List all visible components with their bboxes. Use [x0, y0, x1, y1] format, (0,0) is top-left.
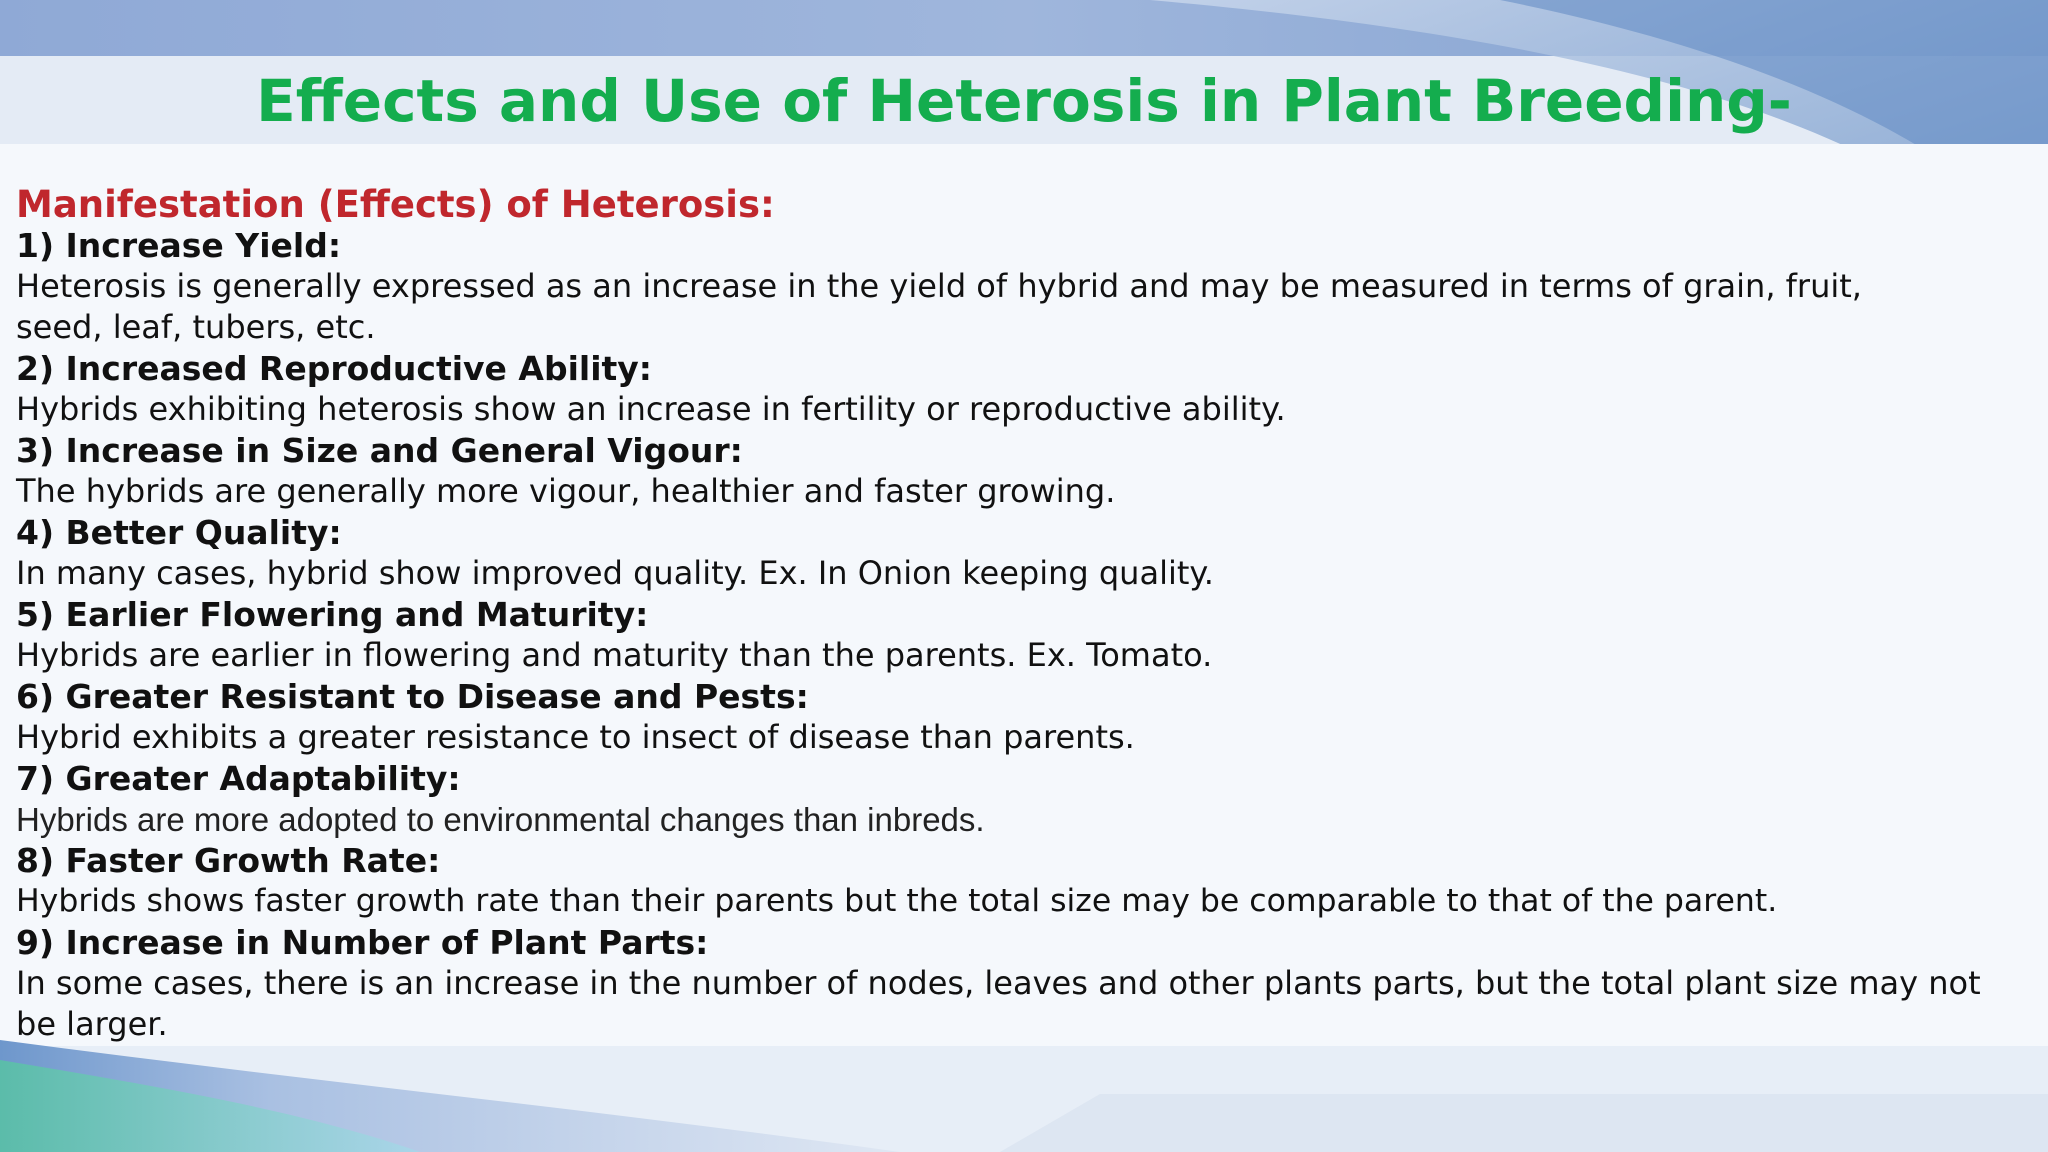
item-heading: 1) Increase Yield: — [16, 226, 342, 265]
item-text: The hybrids are generally more vigour, healthier and faster growing. — [16, 472, 1116, 510]
item-text: Hybrid exhibits a greater resistance to insect of disease than parents. — [16, 718, 1135, 756]
item-heading: 8) Faster Growth Rate: — [16, 841, 441, 880]
item-heading: 2) Increased Reproductive Ability: — [16, 349, 653, 388]
item-heading: 3) Increase in Size and General Vigour: — [16, 431, 743, 470]
list-item — [16, 348, 2006, 430]
item-text: Hybrids are more adopted to environmental changes than inbreds. — [16, 801, 985, 838]
list-item — [16, 676, 2006, 758]
item-text: In many cases, hybrid show improved quality. Ex. In Onion keeping quality. — [16, 554, 1214, 592]
item-heading: 5) Earlier Flowering and Maturity: — [16, 595, 649, 634]
item-heading: 6) Greater Resistant to Disease and Pests: — [16, 677, 809, 716]
item-text: In some cases, there is an increase in the number of nodes, leaves and other plants parts, but the total plant size may not be larger. — [16, 964, 1981, 1043]
slide-content — [16, 184, 2006, 1045]
item-text: Hybrids shows faster growth rate than their parents but the total size may be comparable to that of the parent. — [16, 883, 1778, 919]
slide-title: Effects and Use of Heterosis in Plant Breeding- — [256, 67, 1792, 135]
list-item — [16, 758, 2006, 840]
list-item — [16, 512, 2006, 594]
list-item — [16, 225, 2006, 348]
item-text: Hybrids are earlier in flowering and maturity than the parents. Ex. Tomato. — [16, 636, 1213, 674]
item-text: Hybrids exhibiting heterosis show an increase in fertility or reproductive ability. — [16, 390, 1286, 428]
list-item — [16, 594, 2006, 676]
item-text: Heterosis is generally expressed as an increase in the yield of hybrid and may be measured in terms of grain, fruit, seed, leaf, tubers, etc. — [16, 267, 1862, 346]
item-heading: 4) Better Quality: — [16, 513, 342, 552]
item-heading: 9) Increase in Number of Plant Parts: — [16, 923, 709, 962]
list-item — [16, 430, 2006, 512]
section-heading: Manifestation (Effects) of Heterosis: — [16, 183, 775, 226]
list-item — [16, 922, 2006, 1045]
item-heading: 7) Greater Adaptability: — [16, 759, 461, 798]
list-item — [16, 840, 2006, 922]
